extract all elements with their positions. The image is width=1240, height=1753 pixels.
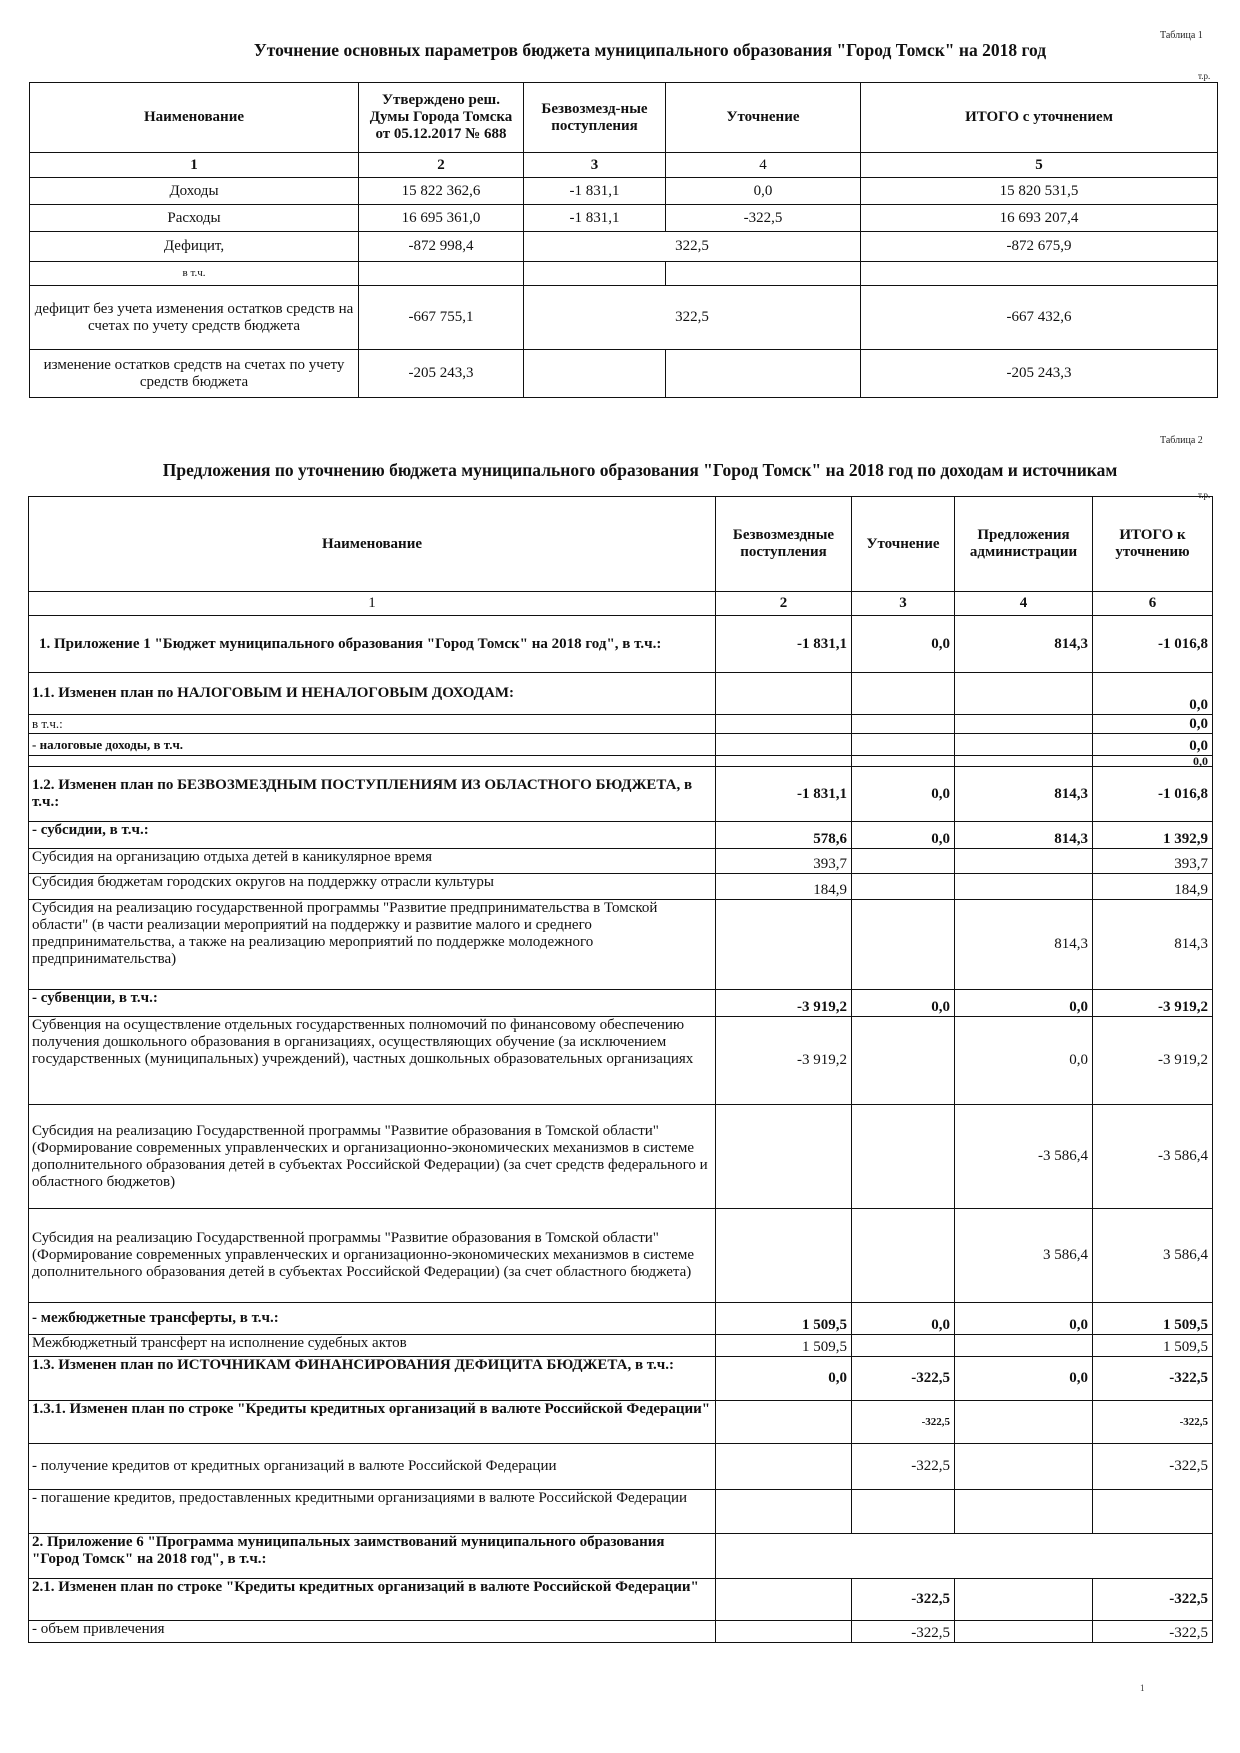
- row-adjust: [666, 262, 861, 286]
- colnum: 1: [30, 153, 359, 178]
- row-adjust: [852, 874, 955, 900]
- row-total: 0,0: [1093, 756, 1213, 767]
- row-name: 1.3. Изменен план по ИСТОЧНИКАМ ФИНАНСИРОВАНИЯ ДЕФИЦИТА БЮДЖЕТА, в т.ч.:: [29, 1357, 716, 1401]
- row-admin: 814,3: [955, 616, 1093, 673]
- row-approved: -667 755,1: [359, 286, 524, 350]
- row-adjust: -322,5: [852, 1444, 955, 1490]
- table2: [28, 496, 1213, 1643]
- row-grants: -3 919,2: [716, 990, 852, 1017]
- row-name: - налоговые доходы, в т.ч.: [29, 734, 716, 756]
- row-adjust: [852, 1017, 955, 1105]
- row-grants: -1 831,1: [716, 616, 852, 673]
- row-name: Доходы: [30, 178, 359, 205]
- row-name: - погашение кредитов, предоставленных кредитными организациями в валюте Российской Федерации: [29, 1490, 716, 1534]
- table-row: [29, 756, 1213, 767]
- row-approved: -872 998,4: [359, 232, 524, 262]
- row-admin: [955, 756, 1093, 767]
- row-total: 1 509,5: [1093, 1335, 1213, 1357]
- row-adjust: 0,0: [852, 822, 955, 849]
- row-adjust: -322,5: [852, 1401, 955, 1444]
- row-total: 814,3: [1093, 900, 1213, 990]
- table-row: [29, 1335, 1213, 1357]
- row-adjust: [852, 849, 955, 874]
- table1-header-row: [30, 83, 1218, 153]
- row-grants: [716, 1490, 852, 1534]
- colnum: 3: [524, 153, 666, 178]
- row-adjust: 0,0: [852, 990, 955, 1017]
- table1-title: Уточнение основных параметров бюджета муниципального образования "Город Томск" на 2018 год: [253, 40, 1047, 60]
- table-row: [30, 205, 1218, 232]
- table2-colnum-row: [29, 592, 1213, 616]
- table-row: [29, 849, 1213, 874]
- row-adjust: [852, 756, 955, 767]
- row-grants: [716, 715, 852, 734]
- row-admin: [955, 1490, 1093, 1534]
- row-grants: [716, 673, 852, 715]
- row-name: 1.3.1. Изменен план по строке "Кредиты кредитных организаций в валюте Российской Федерации": [29, 1401, 716, 1444]
- row-name: в т.ч.:: [29, 715, 716, 734]
- table-row: [29, 1401, 1213, 1444]
- row-total: -1 016,8: [1093, 767, 1213, 822]
- row-admin: 0,0: [955, 1303, 1093, 1335]
- row-total: -322,5: [1093, 1444, 1213, 1490]
- row-grants: [524, 350, 666, 398]
- table-row: [30, 286, 1218, 350]
- colnum: 3: [852, 592, 955, 616]
- row-total: -872 675,9: [861, 232, 1218, 262]
- colnum: 2: [716, 592, 852, 616]
- row-grants: -1 831,1: [716, 767, 852, 822]
- row-grants: [716, 900, 852, 990]
- row-adjust: 0,0: [852, 767, 955, 822]
- row-grants: 184,9: [716, 874, 852, 900]
- table-row: [29, 767, 1213, 822]
- table1-unit: т.р.: [1198, 71, 1211, 81]
- row-total: 1 509,5: [1093, 1303, 1213, 1335]
- row-name: - субсидии, в т.ч.:: [29, 822, 716, 849]
- row-total: -3 586,4: [1093, 1105, 1213, 1209]
- header-name: Наименование: [29, 497, 716, 592]
- colnum: 5: [861, 153, 1218, 178]
- row-empty-merged: [716, 1534, 1213, 1579]
- row-approved: -205 243,3: [359, 350, 524, 398]
- row-admin: 814,3: [955, 900, 1093, 990]
- row-approved: 15 822 362,6: [359, 178, 524, 205]
- row-name: Субвенция на осуществление отдельных государственных полномочий по финансовому обеспечению получения дошкольного образования в организациях, осуществляющих обучение (за исключением государственных (муниципальных) учреждений), частных дошкольных образовательных организациях: [29, 1017, 716, 1105]
- header-total: ИТОГО с уточнением: [861, 83, 1218, 153]
- row-adjust: [852, 1335, 955, 1357]
- row-name: Расходы: [30, 205, 359, 232]
- row-total: -205 243,3: [861, 350, 1218, 398]
- row-name: [29, 756, 716, 767]
- row-name: - получение кредитов от кредитных организаций в валюте Российской Федерации: [29, 1444, 716, 1490]
- row-approved: 16 695 361,0: [359, 205, 524, 232]
- row-grants: -1 831,1: [524, 205, 666, 232]
- row-total: -322,5: [1093, 1401, 1213, 1444]
- table1-tag: Таблица 1: [1160, 30, 1203, 41]
- row-adjust: 0,0: [666, 178, 861, 205]
- row-admin: [955, 1401, 1093, 1444]
- table1: [29, 82, 1218, 398]
- header-grants: Безвозмезд-ные поступления: [524, 83, 666, 153]
- table-row: [30, 178, 1218, 205]
- table-row: [29, 1621, 1213, 1643]
- header-grants: Безвозмездные поступления: [716, 497, 852, 592]
- row-admin: 0,0: [955, 990, 1093, 1017]
- row-merged-adjust: 322,5: [524, 286, 861, 350]
- row-total: [861, 262, 1218, 286]
- row-name: 2. Приложение 6 "Программа муниципальных заимствований муниципального образования "Город Томск" на 2018 год", в т.ч.:: [29, 1534, 716, 1579]
- table-row: [29, 1534, 1213, 1579]
- table-row: [29, 1490, 1213, 1534]
- row-total: 393,7: [1093, 849, 1213, 874]
- row-grants: 0,0: [716, 1357, 852, 1401]
- row-grants: -3 919,2: [716, 1017, 852, 1105]
- table2-title: Предложения по уточнению бюджета муниципального образования "Город Томск" на 2018 год по доходам и источникам: [162, 460, 1118, 480]
- row-name: Межбюджетный трансферт на исполнение судебных актов: [29, 1335, 716, 1357]
- table-row: [29, 822, 1213, 849]
- row-grants: -1 831,1: [524, 178, 666, 205]
- row-admin: 0,0: [955, 1357, 1093, 1401]
- table-row: [29, 673, 1213, 715]
- row-name: - межбюджетные трансферты, в т.ч.:: [29, 1303, 716, 1335]
- colnum: 2: [359, 153, 524, 178]
- row-adjust: -322,5: [666, 205, 861, 232]
- row-total: -1 016,8: [1093, 616, 1213, 673]
- row-name: 1. Приложение 1 "Бюджет муниципального образования "Город Томск" на 2018 год", в т.ч.:: [29, 616, 716, 673]
- row-admin: -3 586,4: [955, 1105, 1093, 1209]
- row-grants: 578,6: [716, 822, 852, 849]
- row-adjust: 0,0: [852, 1303, 955, 1335]
- row-adjust: [852, 673, 955, 715]
- row-admin: [955, 1444, 1093, 1490]
- row-grants: 393,7: [716, 849, 852, 874]
- header-adjust: Уточнение: [852, 497, 955, 592]
- row-admin: [955, 874, 1093, 900]
- row-grants: [716, 1621, 852, 1643]
- row-admin: [955, 849, 1093, 874]
- row-adjust: -322,5: [852, 1621, 955, 1643]
- row-grants: [716, 1579, 852, 1621]
- table-row: [29, 1579, 1213, 1621]
- row-adjust: [852, 734, 955, 756]
- row-name: Субсидия на реализацию государственной программы "Развитие предпринимательства в Томской области" (в части реализации мероприятий на поддержку и развитие малого и среднего предпринимательства, а также на реализацию мероприятий по поддержке молодежного предпринимательства): [29, 900, 716, 990]
- colnum: 6: [1093, 592, 1213, 616]
- row-total: -3 919,2: [1093, 990, 1213, 1017]
- table-row: [29, 1017, 1213, 1105]
- table-row: [30, 262, 1218, 286]
- table-row: [29, 1444, 1213, 1490]
- row-merged-adjust: 322,5: [524, 232, 861, 262]
- row-name: Субсидия на реализацию Государственной программы "Развитие образования в Томской области" (Формирование современных управленческих и организационно-экономических механизмов в системе дополнительного образования детей в субъектах Российской Федерации) (за счет областного бюджета): [29, 1209, 716, 1303]
- row-approved: [359, 262, 524, 286]
- row-total: 15 820 531,5: [861, 178, 1218, 205]
- row-total: -322,5: [1093, 1579, 1213, 1621]
- row-adjust: [666, 350, 861, 398]
- page-number: 1: [1140, 1683, 1145, 1693]
- row-adjust: -322,5: [852, 1357, 955, 1401]
- row-name: 1.2. Изменен план по БЕЗВОЗМЕЗДНЫМ ПОСТУПЛЕНИЯМ ИЗ ОБЛАСТНОГО БЮДЖЕТА, в т.ч.:: [29, 767, 716, 822]
- row-name: изменение остатков средств на счетах по учету средств бюджета: [30, 350, 359, 398]
- row-name: - субвенции, в т.ч.:: [29, 990, 716, 1017]
- table-row: [29, 734, 1213, 756]
- header-total: ИТОГО к уточнению: [1093, 497, 1213, 592]
- row-grants: [716, 1401, 852, 1444]
- row-admin: [955, 673, 1093, 715]
- row-name: 2.1. Изменен план по строке "Кредиты кредитных организаций в валюте Российской Федерации": [29, 1579, 716, 1621]
- row-grants: [716, 1209, 852, 1303]
- row-grants: [716, 734, 852, 756]
- row-admin: [955, 1579, 1093, 1621]
- row-adjust: [852, 715, 955, 734]
- row-name: Субсидия бюджетам городских округов на поддержку отрасли культуры: [29, 874, 716, 900]
- row-name: Субсидия на реализацию Государственной программы "Развитие образования в Томской области" (Формирование современных управленческих и организационно-экономических механизмов в системе дополнительного образования детей в субъектах Российской Федерации) (за счет средств федерального и областного бюджетов): [29, 1105, 716, 1209]
- row-name: Дефицит,: [30, 232, 359, 262]
- row-name: дефицит без учета изменения остатков средств на счетах по учету средств бюджета: [30, 286, 359, 350]
- row-admin: [955, 715, 1093, 734]
- table-row: [29, 1209, 1213, 1303]
- row-adjust: [852, 1490, 955, 1534]
- row-total: 0,0: [1093, 734, 1213, 756]
- header-approved: Утверждено реш. Думы Города Томска от 05.12.2017 № 688: [359, 83, 524, 153]
- row-name: в т.ч.: [30, 262, 359, 286]
- row-total: [1093, 1490, 1213, 1534]
- row-grants: [716, 1444, 852, 1490]
- row-adjust: [852, 900, 955, 990]
- header-admin-proposals: Предложения администрации: [955, 497, 1093, 592]
- row-grants: 1 509,5: [716, 1303, 852, 1335]
- table-row: [29, 1303, 1213, 1335]
- table-row: [29, 1357, 1213, 1401]
- header-name: Наименование: [30, 83, 359, 153]
- row-name: - объем привлечения: [29, 1621, 716, 1643]
- table-row: [29, 616, 1213, 673]
- row-total: 16 693 207,4: [861, 205, 1218, 232]
- row-total: -3 919,2: [1093, 1017, 1213, 1105]
- row-adjust: [852, 1105, 955, 1209]
- row-grants: [716, 1105, 852, 1209]
- row-total: -667 432,6: [861, 286, 1218, 350]
- colnum: 4: [666, 153, 861, 178]
- table2-header-row: [29, 497, 1213, 592]
- row-adjust: [852, 1209, 955, 1303]
- row-grants: 1 509,5: [716, 1335, 852, 1357]
- table-row: [29, 990, 1213, 1017]
- table1-colnum-row: [30, 153, 1218, 178]
- row-total: 0,0: [1093, 715, 1213, 734]
- row-total: -322,5: [1093, 1357, 1213, 1401]
- row-admin: 814,3: [955, 822, 1093, 849]
- row-admin: 3 586,4: [955, 1209, 1093, 1303]
- row-adjust: -322,5: [852, 1579, 955, 1621]
- row-total: 184,9: [1093, 874, 1213, 900]
- row-total: 0,0: [1093, 673, 1213, 715]
- table-row: [29, 900, 1213, 990]
- header-adjust: Уточнение: [666, 83, 861, 153]
- colnum: 4: [955, 592, 1093, 616]
- table-row: [30, 350, 1218, 398]
- row-total: 1 392,9: [1093, 822, 1213, 849]
- table-row: [29, 874, 1213, 900]
- table2-unit: т.р.: [1198, 490, 1211, 500]
- row-admin: [955, 1621, 1093, 1643]
- row-total: 3 586,4: [1093, 1209, 1213, 1303]
- row-total: -322,5: [1093, 1621, 1213, 1643]
- table2-tag: Таблица 2: [1160, 435, 1203, 446]
- row-name: 1.1. Изменен план по НАЛОГОВЫМ И НЕНАЛОГОВЫМ ДОХОДАМ:: [29, 673, 716, 715]
- row-adjust: 0,0: [852, 616, 955, 673]
- row-admin: 0,0: [955, 1017, 1093, 1105]
- table-row: [29, 715, 1213, 734]
- row-admin: 814,3: [955, 767, 1093, 822]
- colnum: 1: [29, 592, 716, 616]
- table-row: [29, 1105, 1213, 1209]
- row-name: Субсидия на организацию отдыха детей в каникулярное время: [29, 849, 716, 874]
- row-admin: [955, 734, 1093, 756]
- row-admin: [955, 1335, 1093, 1357]
- table-row: [30, 232, 1218, 262]
- row-grants: [524, 262, 666, 286]
- row-grants: [716, 756, 852, 767]
